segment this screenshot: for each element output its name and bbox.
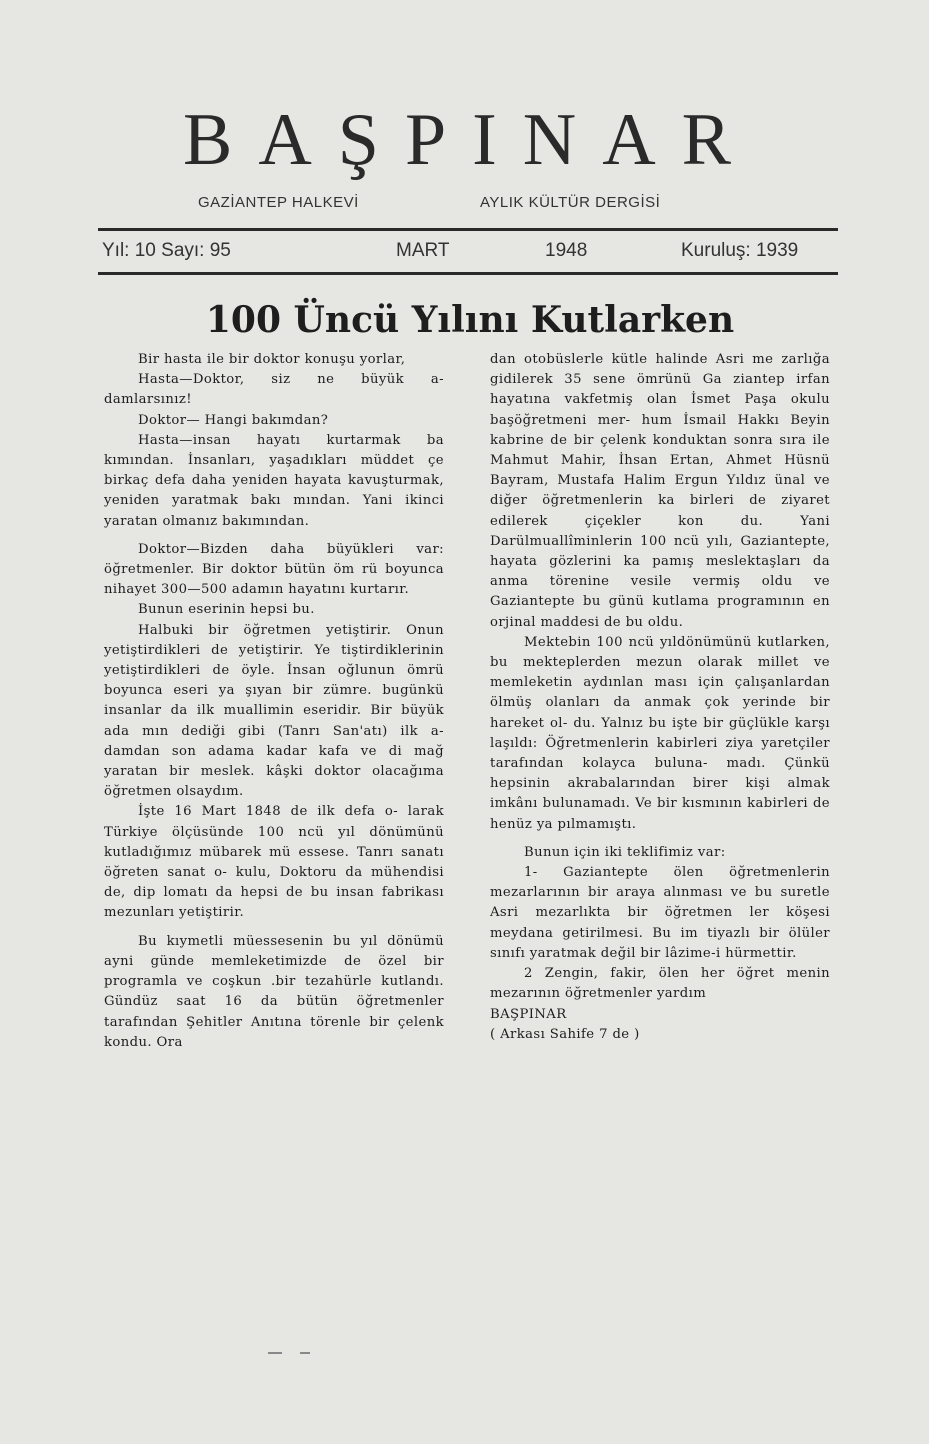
founded-year: Kuruluş: 1939 [681, 240, 799, 261]
paragraph: Bunun eserinin hepsi bu. [138, 602, 315, 618]
article-headline: 100 Üncü Yılını Kutlarken [205, 299, 735, 341]
paragraph: dan otobüslerle kütle halinde Asri me zarlığa gidilerek 35 sene ömrünü Ga ziantep irfan hayatına vakfetmiş olan İsmet Paşa okulu başöğretmeni mer- hum İsmail Hakkı Beyin kabrine de bir çelenk konduktan sonra sıra ile Mahmut Mahir, İhsan Ertan, Ahmet Hüsnü Bayram, Mustafa Halim Ergun Yıldız ünal ve diğer öğretmenlerin ka birleri de ziyaret edilerek çiçekler kon du. Yani Darülmuallîminlerin 100 ncü yılı, Gaziantepte, hayata gözlerini ka pamış meslektaşları da anma törenine vesile vermiş oldu ve Gaziantepte bu günü kutlama programının en orjinal maddesi de bu oldu. [490, 352, 830, 630]
signature: BAŞPINAR [490, 1006, 567, 1022]
continued-note: ( Arkası Sahife 7 de ) [490, 1026, 640, 1042]
issue-year: 1948 [545, 240, 588, 261]
page-mark [268, 1352, 282, 1354]
paragraph: Halbuki bir öğretmen yetiştirir. Onun yetiştirdikleri de yetiştirir. Ye tiştirdiklerinin yetiştirdikleri de öyle. İnsan oğlunun ömrü boyunca eseri ya şıyan bir zümre. bugünkü insanlar da ilk muallimin eseridir. Bir büyük ada mın dediği gibi (Tanrı San'atı) ilk a- damdan son adama kadar kafa ve di mağ yaratan bir meslek. kâşki doktor olacağıma öğretmen olsaydım. [104, 622, 444, 800]
paragraph: Doktor— Hangi bakımdan? [138, 412, 329, 428]
magazine-title: BAŞPINAR [183, 99, 757, 181]
bottom-rule [98, 272, 838, 275]
top-rule [98, 228, 838, 231]
paragraph: Bu kıymetli müessesenin bu yıl dönümü ayni günde memleketimizde de özel bir programla ve coşkun .bir tezahürle kutlandı. Gündüz saat 16 da bütün öğretmenler tarafından Şehitler Anıtına törenle bir çelenk kondu. Ora [104, 933, 444, 1050]
paragraph: Bir hasta ile bir doktor konuşu yorlar, [138, 352, 406, 367]
paragraph: Doktor—Bizden daha büyükleri var: öğretmenler. Bir doktor bütün öm rü boyunca nihayet 300—500 adamın hayatını kurtarır. [104, 541, 444, 598]
page-mark [300, 1352, 310, 1354]
article-column-left [104, 350, 444, 1053]
issue-month: MART [396, 240, 450, 261]
paragraph: 1- Gaziantepte ölen öğretmenlerin mezarlarının bir araya alınması ve bu suretle Asri mezarlıkta bir öğretmen ler köşesi meydana getirilmesi. Bu im tiyazlı bir ölüler sınıfı yaratmak değil bir lâzime-i hürmettir. [490, 865, 830, 961]
paragraph: Bunun için iki teklifimiz var: [524, 844, 726, 860]
paragraph: Hasta—insan hayatı kurtarmak ba kımından. İnsanları, yaşadıkları müddet çe birkaç defa daha yeniden hayata kavuşturmak, yeniden yaratmak bakı mından. Yani ikinci yaratan olmanız bakımından. [104, 432, 444, 529]
paragraph: Mektebin 100 ncü yıldönümünü kutlarken, bu mekteplerden mezun olarak millet ve memleketin aydınlan ması için çalışanlardan ölmüş olanları da anmak çok yerinde bir hareket ol- du. Yalnız bu işte bir güçlükle karşı laşıldı: Öğretmenlerin kabirleri ziya yaretçiler tarafından kolayca buluna- madı. Çünkü hepsinin akrabalarından birer kişi almak imkânı bulunamadı. Ve bir kısmının kabirleri de henüz ya pılmamıştı. [490, 634, 830, 832]
publisher-label: GAZİANTEP HALKEVİ [198, 194, 359, 211]
paragraph: Hasta—Doktor, siz ne büyük a- damlarsınız! [104, 372, 444, 408]
paragraph: 2 Zengin, fakir, ölen her öğret menin mezarının öğretmenler yardım [490, 966, 830, 1002]
article-column-right [490, 350, 830, 1045]
year-issue: Yıl: 10 Sayı: 95 [102, 240, 231, 261]
paragraph: İşte 16 Mart 1848 de ilk defa o- larak Türkiye ölçüsünde 100 ncü yıl dönümünü kutladığımız mübarek mü essese. Tanrı sanatı öğreten sanat o- kulu, Doktoru da mühendisi de, dip lomatı da hepsi de bu insan fabrikası mezunları yetiştirir. [104, 804, 444, 921]
publication-type-label: AYLIK KÜLTÜR DERGİSİ [480, 194, 661, 211]
